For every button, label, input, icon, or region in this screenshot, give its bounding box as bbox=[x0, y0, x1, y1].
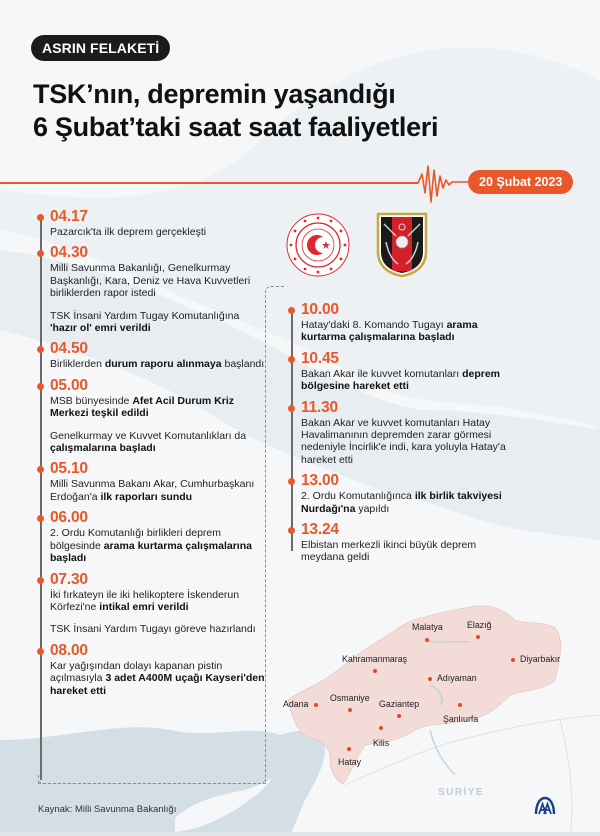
event-text: 2. Ordu Komutanlığı birlikleri deprem bölgesinde bbox=[50, 527, 221, 552]
event-description bbox=[301, 417, 511, 467]
city-label: Gaziantep bbox=[379, 699, 420, 709]
city-marker-icon bbox=[348, 708, 352, 712]
city-label: Adıyaman bbox=[437, 673, 477, 683]
category-badge: ASRIN FELAKETİ bbox=[31, 35, 170, 61]
msb-emblem-icon bbox=[285, 212, 351, 278]
event-text: Milli Savunma Bakanlığı, Genelkurmay Başkanlığı, Kara, Deniz ve Hava Kuvvetleri birliklerden rapor istedi bbox=[50, 262, 251, 300]
timeline-connector-vertical bbox=[265, 286, 285, 784]
timeline-dot-icon bbox=[288, 405, 295, 412]
event-text: Kar yağışından dolayı kapanan pistin açılmasıyla bbox=[50, 659, 223, 685]
event-text: başlandı bbox=[221, 358, 265, 371]
city-label: Diyarbakır bbox=[520, 654, 561, 664]
event-highlight: çalışmalarına başladı bbox=[50, 442, 156, 455]
timeline-event bbox=[50, 244, 265, 334]
city-marker-icon bbox=[428, 677, 432, 681]
event-time: 10.45 bbox=[301, 349, 339, 367]
event-description bbox=[50, 589, 265, 614]
timeline-event bbox=[301, 521, 511, 564]
city-label: Osmaniye bbox=[330, 693, 370, 703]
event-highlight: durum raporu alınmaya bbox=[104, 358, 222, 371]
event-highlight: ilk birlik takviyesi Nurdağı'na bbox=[301, 490, 502, 515]
event-highlight: deprem bölgesine hareket etti bbox=[301, 367, 501, 393]
city-marker-icon bbox=[458, 703, 462, 707]
timeline-event bbox=[50, 377, 265, 455]
city-label: Kilis bbox=[373, 738, 390, 748]
date-badge: 20 Şubat 2023 bbox=[468, 170, 573, 194]
timeline-right bbox=[301, 301, 511, 570]
event-description bbox=[50, 527, 265, 564]
event-text: Hatay'daki 8. Komando Tugayı bbox=[301, 319, 447, 331]
event-text: TSK İnsani Yardım Tugay Komutanlığına bbox=[50, 309, 240, 322]
city-marker-icon bbox=[373, 669, 377, 673]
event-time: 05.10 bbox=[50, 460, 88, 478]
city-label: Şanlıurfa bbox=[443, 714, 479, 724]
title-line-1: TSK’nın, depremin yaşandığı bbox=[33, 79, 396, 109]
event-time: 08.00 bbox=[50, 641, 88, 659]
event-description bbox=[50, 430, 265, 455]
timeline-event bbox=[50, 642, 265, 697]
city-label: Adana bbox=[283, 699, 309, 709]
timeline-connector-bottom-left bbox=[38, 775, 39, 784]
city-marker-icon bbox=[314, 703, 318, 707]
city-label: Elazığ bbox=[467, 620, 492, 630]
header-rule bbox=[0, 182, 418, 184]
event-description bbox=[50, 478, 265, 503]
event-text: 2. Ordu Komutanlığınca bbox=[301, 490, 415, 503]
event-time: 07.30 bbox=[50, 570, 88, 588]
event-text: Pazarcık'ta ilk deprem gerçekleşti bbox=[50, 226, 207, 238]
timeline-event bbox=[301, 301, 511, 344]
timeline-dot-icon bbox=[37, 214, 44, 221]
event-highlight: arama kurtarma çalışmalarına başladı bbox=[50, 539, 252, 565]
timeline-dot-icon bbox=[37, 577, 44, 584]
city-marker-icon bbox=[347, 747, 351, 751]
city-marker-icon bbox=[476, 635, 480, 639]
timeline-line bbox=[40, 218, 42, 780]
event-time: 11.30 bbox=[301, 398, 338, 416]
timeline-event bbox=[50, 460, 265, 503]
event-text: Genelkurmay ve Kuvvet Komutanlıkları da bbox=[50, 429, 247, 442]
timeline-dot-icon bbox=[288, 527, 295, 534]
timeline-event bbox=[301, 399, 511, 467]
event-text: Elbistan merkezli ikinci büyük deprem meydana geldi bbox=[301, 539, 477, 564]
timeline-event bbox=[301, 472, 511, 515]
event-highlight: Afet Acil Durum Kriz Merkezi teşkil edildi bbox=[50, 394, 235, 420]
event-description bbox=[301, 490, 511, 515]
event-time: 13.00 bbox=[301, 472, 339, 490]
city-label: Hatay bbox=[338, 757, 361, 767]
event-description bbox=[50, 310, 265, 335]
event-description bbox=[301, 368, 511, 393]
event-description bbox=[50, 623, 265, 635]
event-text: Milli Savunma Bakanı Akar, Cumhurbaşkanı Erdoğan'a bbox=[50, 478, 255, 503]
event-time: 13.24 bbox=[301, 521, 339, 539]
city-marker-icon bbox=[397, 714, 401, 718]
event-time: 06.00 bbox=[50, 509, 88, 527]
event-text: Bakan Akar ve kuvvet komutanları Hatay Havalimanının depremden zarar görmesi nedeniyle İncirlik'e indi, kara yoluyla Hatay'a hareket etti bbox=[301, 416, 506, 466]
city-label: Kahramanmaraş bbox=[342, 654, 408, 664]
page-title bbox=[33, 78, 438, 144]
event-description bbox=[50, 660, 265, 697]
event-time: 10.00 bbox=[301, 301, 339, 318]
country-label-syria: SURİYE bbox=[438, 787, 485, 798]
event-highlight: intikal emri verildi bbox=[99, 600, 189, 613]
timeline-dot-icon bbox=[288, 356, 295, 363]
event-highlight: 3 adet A400M uçağı Kayseri'den hareket etti bbox=[50, 672, 265, 697]
timeline-line bbox=[291, 311, 293, 551]
timeline-left bbox=[50, 208, 265, 703]
tsk-emblem-icon bbox=[376, 212, 428, 278]
event-time: 05.00 bbox=[50, 376, 88, 394]
source-credit: Kaynak: Milli Savunma Bakanlığı bbox=[38, 804, 177, 815]
event-text: MSB bünyesinde bbox=[50, 394, 133, 407]
event-time: 04.50 bbox=[50, 340, 88, 358]
seismograph-icon bbox=[410, 160, 470, 210]
timeline-event bbox=[50, 571, 265, 636]
event-description bbox=[50, 395, 265, 420]
timeline-connector-bottom bbox=[38, 783, 266, 784]
logos bbox=[285, 212, 428, 278]
timeline-dot-icon bbox=[288, 307, 295, 314]
timeline-event bbox=[50, 208, 265, 238]
event-text: İki fırkateyn ile iki helikoptere İskenderun Körfezi'ne bbox=[50, 588, 240, 613]
event-highlight: arama kurtarma çalışmalarına başladı bbox=[301, 319, 478, 344]
timeline-event bbox=[50, 509, 265, 564]
event-text: Birliklerden bbox=[50, 358, 105, 371]
event-time: 04.30 bbox=[50, 244, 88, 262]
event-highlight: 'hazır ol' emri verildi bbox=[50, 322, 151, 335]
event-description bbox=[301, 319, 511, 344]
event-description bbox=[50, 262, 265, 299]
event-time: 04.17 bbox=[50, 208, 88, 225]
event-description bbox=[50, 226, 265, 238]
event-description bbox=[301, 539, 511, 564]
anadolu-agency-logo-icon bbox=[534, 796, 556, 816]
event-highlight: ilk raporları sundu bbox=[100, 490, 193, 503]
event-text: TSK İnsani Yardım Tugayı göreve hazırlandı bbox=[50, 623, 256, 636]
city-label: Malatya bbox=[412, 622, 443, 632]
timeline-dot-icon bbox=[37, 648, 44, 655]
title-line-2: 6 Şubat’taki saat saat faaliyetleri bbox=[33, 112, 439, 142]
timeline-event bbox=[50, 340, 265, 370]
event-text: yapıldı bbox=[355, 502, 390, 515]
city-marker-icon bbox=[511, 658, 515, 662]
timeline-dot-icon bbox=[37, 383, 44, 390]
event-text: Bakan Akar ile kuvvet komutanları bbox=[301, 367, 463, 380]
timeline-event bbox=[301, 350, 511, 393]
event-description bbox=[50, 358, 265, 370]
city-marker-icon bbox=[425, 638, 429, 642]
city-marker-icon bbox=[379, 726, 383, 730]
